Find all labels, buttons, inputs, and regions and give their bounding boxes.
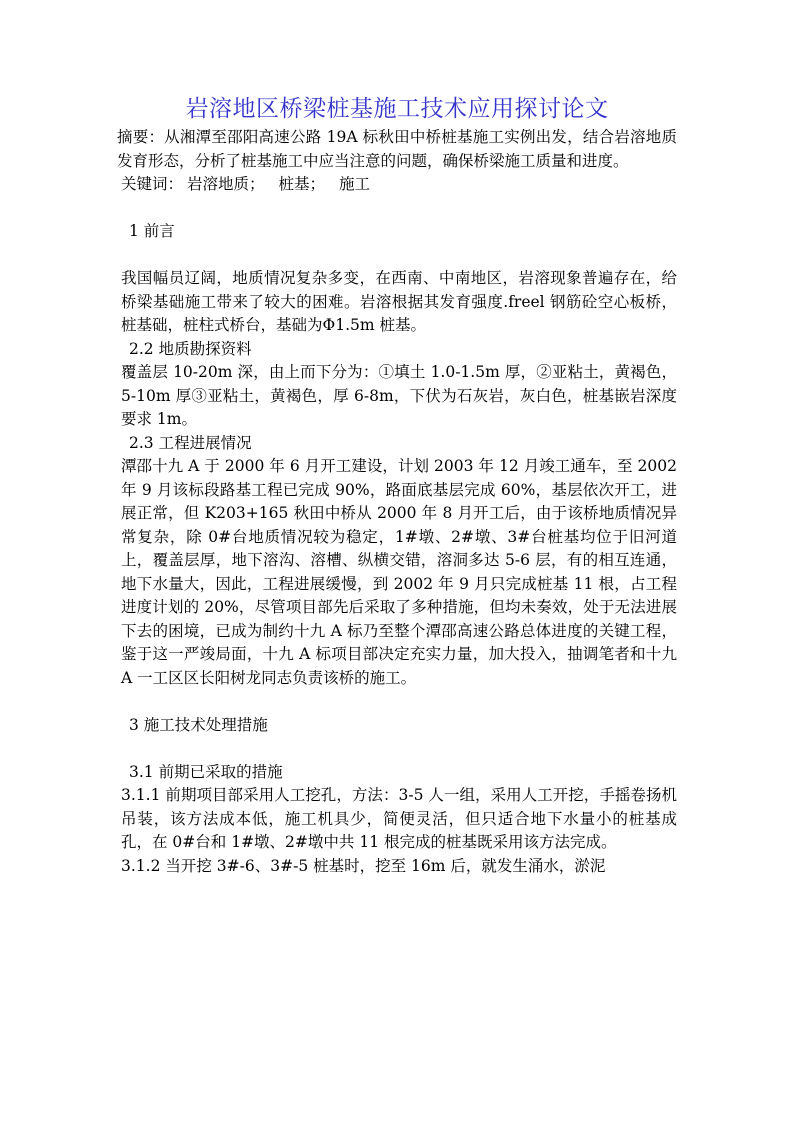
keywords-label: 关键词： [121,175,184,193]
section-heading: 3 施工技术处理措施 [129,715,268,734]
section-body: 3.1.2 当开挖 3#-6、3#-5 桩基时，挖至 16m 后，就发生涌水，淤泥 [121,856,606,875]
keyword-item: 桩基； [278,175,326,193]
section-body: 潭邵十九 A 于 2000 年 6 月开工建设，计划 2003 年 12 月竣工通车，至 2002 年 9 月该标段路基工程已完成 90%，路面底基层完成 60%，基层依次开工，进展正常，但 K203+165 秋田中桥从 2000 年 8 月开工后，由于该桥地质情况异常复杂，除 0#台地质情况较为稳定，1#墩、2#墩、3#台桩基均位于旧河道上，覆盖层厚，地下溶沟、溶槽、纵横交错，溶洞多达 5-6 层，有的相互连通，地下水量大，因此，工程进展缓慢，到 2002 年 9 月只完成桩基 11 根，占工程进度计划的 20%，尽管项目部先后采取了多种措施，但均未奏效，处于无法进展下去的困境，已成为制约十九 A 标乃至整个潭邵高速公路总体进度的关键工程，鉴于这一严竣局面，十九 A 标项目部决定充实力量，加大投入，抽调笔者和十九 A 一工区区长阳树龙同志负责该桥的施工。 [121,457,677,687]
keyword-item: 施工 [339,175,371,193]
spacer [117,690,677,714]
abstract-paragraph: 摘要：从湘潭至邵阳高速公路 19A 标秋田中桥桩基施工实例出发，结合岩溶地质发育形态，分析了桩基施工中应当注意的问题，确保桥梁施工质量和进度。 [117,128,677,170]
document-page [117,92,677,878]
section-body: 我国幅员辽阔，地质情况复杂多变，在西南、中南地区，岩溶现象普遍存在，给桥梁基础施工带来了较大的困难。岩溶根据其发育强度.freel 钢筋砼空心板桥，桩基础，桩柱式桥台，基础为Φ1.5m 桩基。 [121,269,677,334]
section-heading: 1 前言 [129,222,175,240]
spacer [117,197,677,221]
document-title: 岩溶地区桥梁桩基施工技术应用探讨论文 [185,96,609,122]
section-body: 3.1.1 前期项目部采用人工挖孔，方法：3-5 人一组，采用人工开挖，手摇卷扬机吊装，该方法成本低，施工机具少，简便灵活，但只适合地下水量小的桩基成孔，在 0#台和 1#墩、2#墩中共 11 根完成的桩基既采用该方法完成。 [121,786,677,851]
spacer [117,737,677,761]
keywords-line [117,173,677,197]
keyword-item: 岩溶地质； [187,175,265,193]
section-heading: 2.2 地质勘探资料 [129,339,252,358]
spacer [117,244,677,268]
section-heading: 2.3 工程进展情况 [129,433,252,452]
section-heading: 3.1 前期已采取的措施 [129,762,283,781]
section-body: 覆盖层 10-20m 深，由上而下分为：①填土 1.0-1.5m 厚，②亚粘土，黄褐色，5-10m 厚③亚粘土，黄褐色，厚 6-8m，下伏为石灰岩，灰白色，桩基嵌岩深度要求 1m。 [121,363,677,428]
